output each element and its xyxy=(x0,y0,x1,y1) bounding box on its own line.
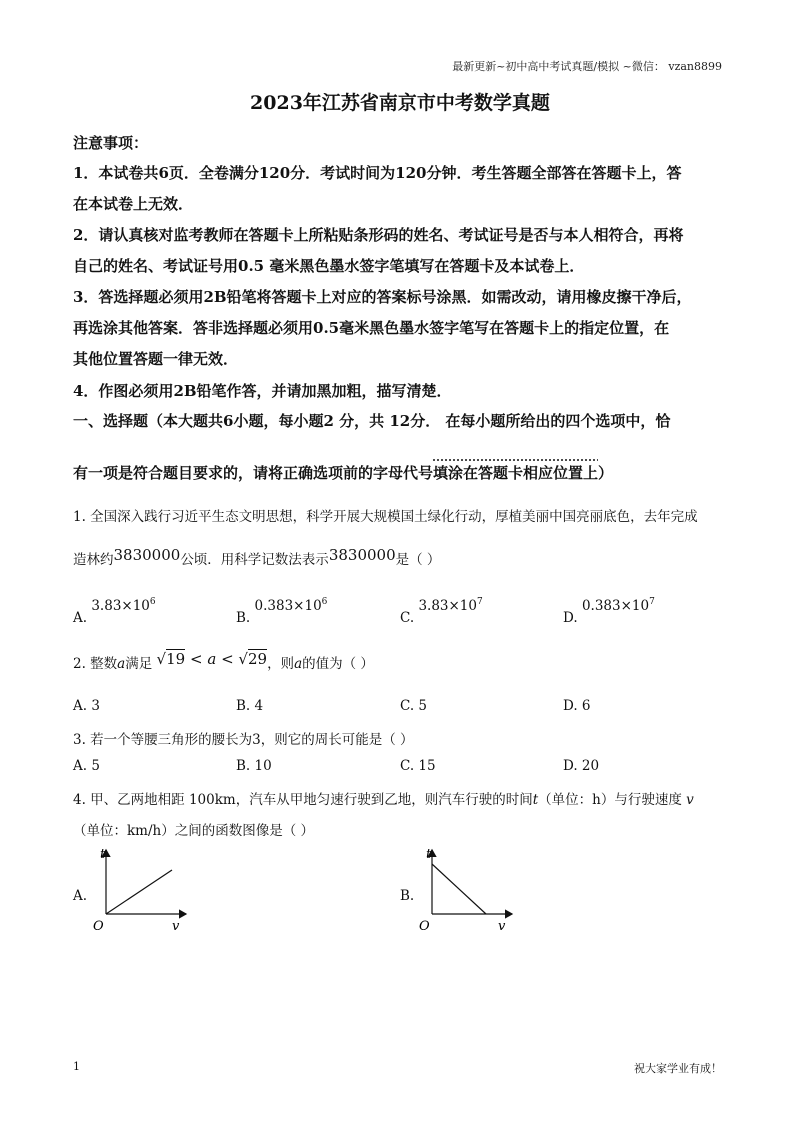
notice-line: 自己的姓名、考试证号用0.5 毫米黑色墨水签字笔填写在答题卡及本试卷上． xyxy=(73,257,585,275)
q2-var: a xyxy=(207,650,217,668)
section-heading: 一、选择题（本大题共6小题，每小题2 分，共 12分． 在每小题所给出的四个选项中，恰 xyxy=(73,412,671,430)
q4-part: 4. 甲、乙两地相距 100km，汽车从甲地匀速行驶到乙地，则汽车行驶的时间 xyxy=(73,792,533,808)
origin-label: O xyxy=(419,919,430,934)
notice-line: 2．请认真核对监考教师在答题卡上所粘贴条形码的姓名、考试证号是否与本人相符合，再将 xyxy=(73,226,684,244)
q3-option-a: A. 5 xyxy=(73,758,100,774)
q2-part: 满足 xyxy=(125,656,153,672)
notice-line: 4．作图必须用2B铅笔作答，并请加黑加粗，描写清楚． xyxy=(73,382,452,400)
option-exponent: 6 xyxy=(321,597,328,607)
notice-line: 再选涂其他答案．答非选择题必须用0.5毫米黑色墨水签字笔写在答题卡上的指定位置，在 xyxy=(73,319,670,337)
origin-label: O xyxy=(93,919,104,934)
page-title: 2023年江苏省南京市中考数学真题 xyxy=(250,92,550,114)
q2-var: a xyxy=(117,656,126,672)
section-emphasis: 填涂在答题卡相应位置上 xyxy=(433,464,599,482)
q3-option-c: C. 15 xyxy=(400,758,436,774)
question-2-text xyxy=(73,652,374,672)
q2-part: 的值为（ ） xyxy=(302,656,374,672)
q1-number: 3830000 xyxy=(113,546,181,564)
notice-line: 在本试卷上无效． xyxy=(73,195,194,213)
question-4-text-2: （单位：km/h）之间的函数图像是（ ） xyxy=(73,823,315,839)
notice-line: 其他位置答题一律无效． xyxy=(73,350,239,368)
q1-part: 是（ ） xyxy=(395,552,441,568)
q1-option-b xyxy=(236,597,328,626)
option-value: 3.83×10 xyxy=(91,598,150,614)
lt-sign: < xyxy=(189,650,203,668)
q2-part: ，则 xyxy=(267,656,295,672)
lt-sign: < xyxy=(221,650,234,668)
q4-option-b-label: B. xyxy=(400,888,415,904)
option-exponent: 7 xyxy=(649,597,655,607)
page-number: 1 xyxy=(73,1060,80,1073)
q4-var: t xyxy=(532,792,539,808)
x-axis-label: v xyxy=(172,919,180,934)
notice-line: 3．答选择题必须用2B铅笔将答题卡上对应的答案标号涂黑．如需改动，请用橡皮擦干净后， xyxy=(73,288,692,306)
q4-part: （单位：h）与行驶速度 xyxy=(538,792,682,808)
q4-graph-b xyxy=(414,842,524,934)
q4-graph-a xyxy=(88,842,198,934)
q2-option-a: A. 3 xyxy=(73,698,100,714)
q1-part: 公顷．用科学记数法表示 xyxy=(180,552,329,568)
q3-option-b: B. 10 xyxy=(236,758,272,774)
q2-inequality: √19 < a < √29 xyxy=(156,650,268,668)
q1-option-c xyxy=(400,597,483,626)
option-letter: C. xyxy=(400,610,415,626)
option-exponent: 6 xyxy=(149,597,156,607)
question-1-text: 1. 全国深入践行习近平生态文明思想，科学开展大规模国土绿化行动，厚植美丽中国亮丽底色，去年完成 xyxy=(73,509,698,525)
option-letter: D. xyxy=(563,610,578,626)
q2-option-d: D. 6 xyxy=(563,698,591,714)
q1-option-a xyxy=(73,597,156,626)
q2-option-c: C. 5 xyxy=(400,698,428,714)
section-heading-cont xyxy=(73,462,613,483)
x-axis-label: v xyxy=(498,919,506,934)
option-value: 0.383×10 xyxy=(254,598,322,614)
q2-part: 2. 整数 xyxy=(73,656,118,672)
q1-number: 3830000 xyxy=(328,546,396,564)
q1-part: 造林约 xyxy=(73,552,114,568)
y-axis-label: t xyxy=(426,847,432,862)
option-letter: A. xyxy=(73,610,88,626)
graph-line xyxy=(106,870,172,914)
question-4-text xyxy=(73,788,694,808)
q2-option-b: B. 4 xyxy=(236,698,264,714)
question-1-text-2 xyxy=(73,548,440,568)
section-text-end: ） xyxy=(598,464,614,482)
graph-line xyxy=(432,864,486,914)
q2-var: a xyxy=(294,656,303,672)
y-axis-label: t xyxy=(100,847,106,862)
question-3-text: 3. 若一个等腰三角形的腰长为3，则它的周长可能是（ ） xyxy=(73,732,414,748)
option-exponent: 7 xyxy=(477,597,483,607)
notice-heading: 注意事项： xyxy=(73,134,149,152)
footer-text: 祝大家学业有成！ xyxy=(634,1062,722,1075)
notice-line: 1．本试卷共6页．全卷满分120分．考试时间为120分钟．考生答题全部答在答题卡上，答 xyxy=(73,164,682,182)
option-value: 3.83×10 xyxy=(418,598,477,614)
q4-var: v xyxy=(686,792,694,808)
radicand: 19 xyxy=(166,650,186,668)
header-note: 最新更新~初中高中考试真题/模拟 ~微信： vzan8899 xyxy=(452,60,722,73)
option-letter: B. xyxy=(236,610,251,626)
section-text: 有一项是符合题目要求的，请将正确选项前的字母代号 xyxy=(73,464,434,482)
q4-option-a-label: A. xyxy=(73,888,88,904)
q3-option-d: D. 20 xyxy=(563,758,600,774)
option-value: 0.383×10 xyxy=(581,598,650,614)
q1-option-d xyxy=(563,597,655,626)
radicand: 29 xyxy=(247,650,268,668)
